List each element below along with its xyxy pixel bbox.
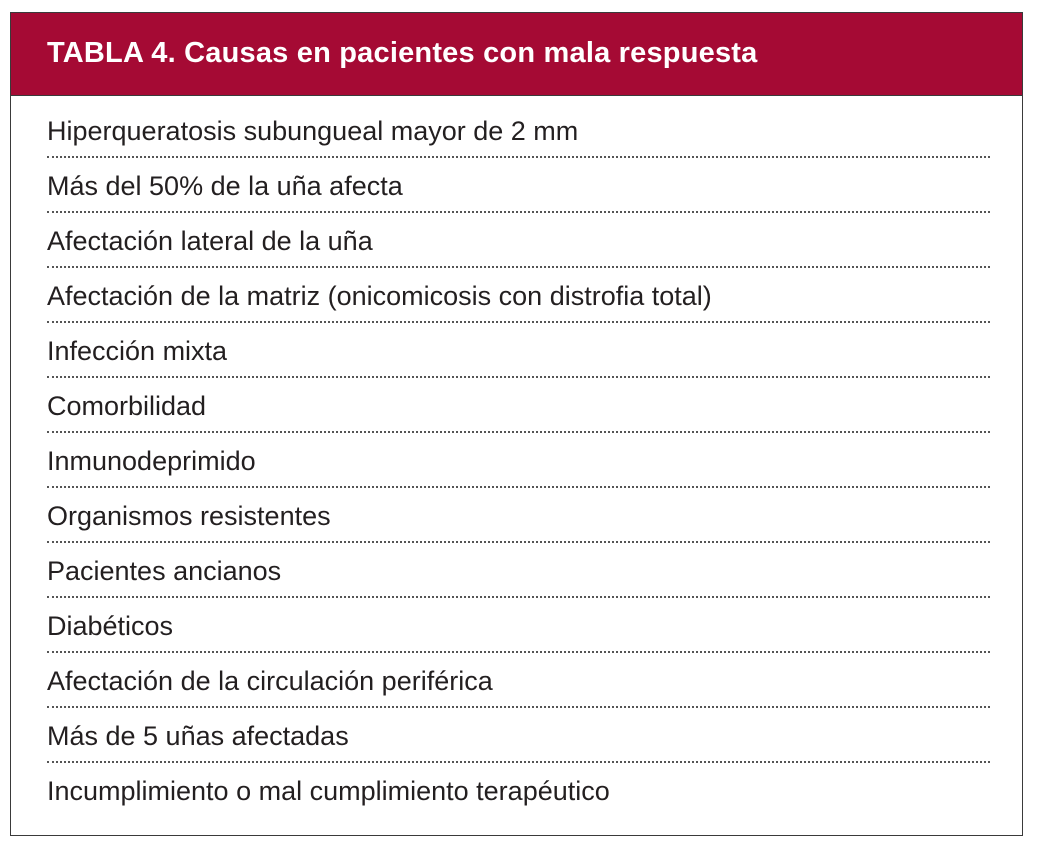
table-row bbox=[47, 433, 990, 488]
row-text: Afectación de la matriz (onicomicosis con distrofia total) bbox=[47, 281, 712, 311]
table-row bbox=[47, 543, 990, 598]
table-header bbox=[11, 13, 1022, 96]
table-row bbox=[47, 213, 990, 268]
row-text: Hiperqueratosis subungueal mayor de 2 mm bbox=[47, 116, 579, 146]
table-row bbox=[47, 268, 990, 323]
row-text: Comorbilidad bbox=[47, 391, 207, 421]
row-text: Pacientes ancianos bbox=[47, 556, 282, 586]
table-row bbox=[47, 653, 990, 708]
row-text: Infección mixta bbox=[47, 336, 228, 366]
table-row bbox=[47, 708, 990, 763]
table-row bbox=[47, 378, 990, 433]
row-text: Afectación de la circulación periférica bbox=[47, 666, 493, 696]
table-row bbox=[47, 103, 990, 158]
causes-table bbox=[10, 12, 1023, 836]
table-row bbox=[47, 598, 990, 653]
row-text: Incumplimiento o mal cumplimiento terapéutico bbox=[47, 776, 610, 806]
row-text: Más del 50% de la uña afecta bbox=[47, 171, 403, 201]
table-title: TABLA 4. Causas en pacientes con mala respuesta bbox=[47, 37, 758, 69]
row-text: Afectación lateral de la uña bbox=[47, 226, 373, 256]
row-text: Diabéticos bbox=[47, 611, 174, 641]
table-rows bbox=[47, 103, 990, 818]
table-row bbox=[47, 488, 990, 543]
row-text: Inmunodeprimido bbox=[47, 446, 256, 476]
table-row bbox=[47, 323, 990, 378]
row-text: Más de 5 uñas afectadas bbox=[47, 721, 349, 751]
row-text: Organismos resistentes bbox=[47, 501, 331, 531]
table-row bbox=[47, 158, 990, 213]
table-row bbox=[47, 763, 990, 818]
